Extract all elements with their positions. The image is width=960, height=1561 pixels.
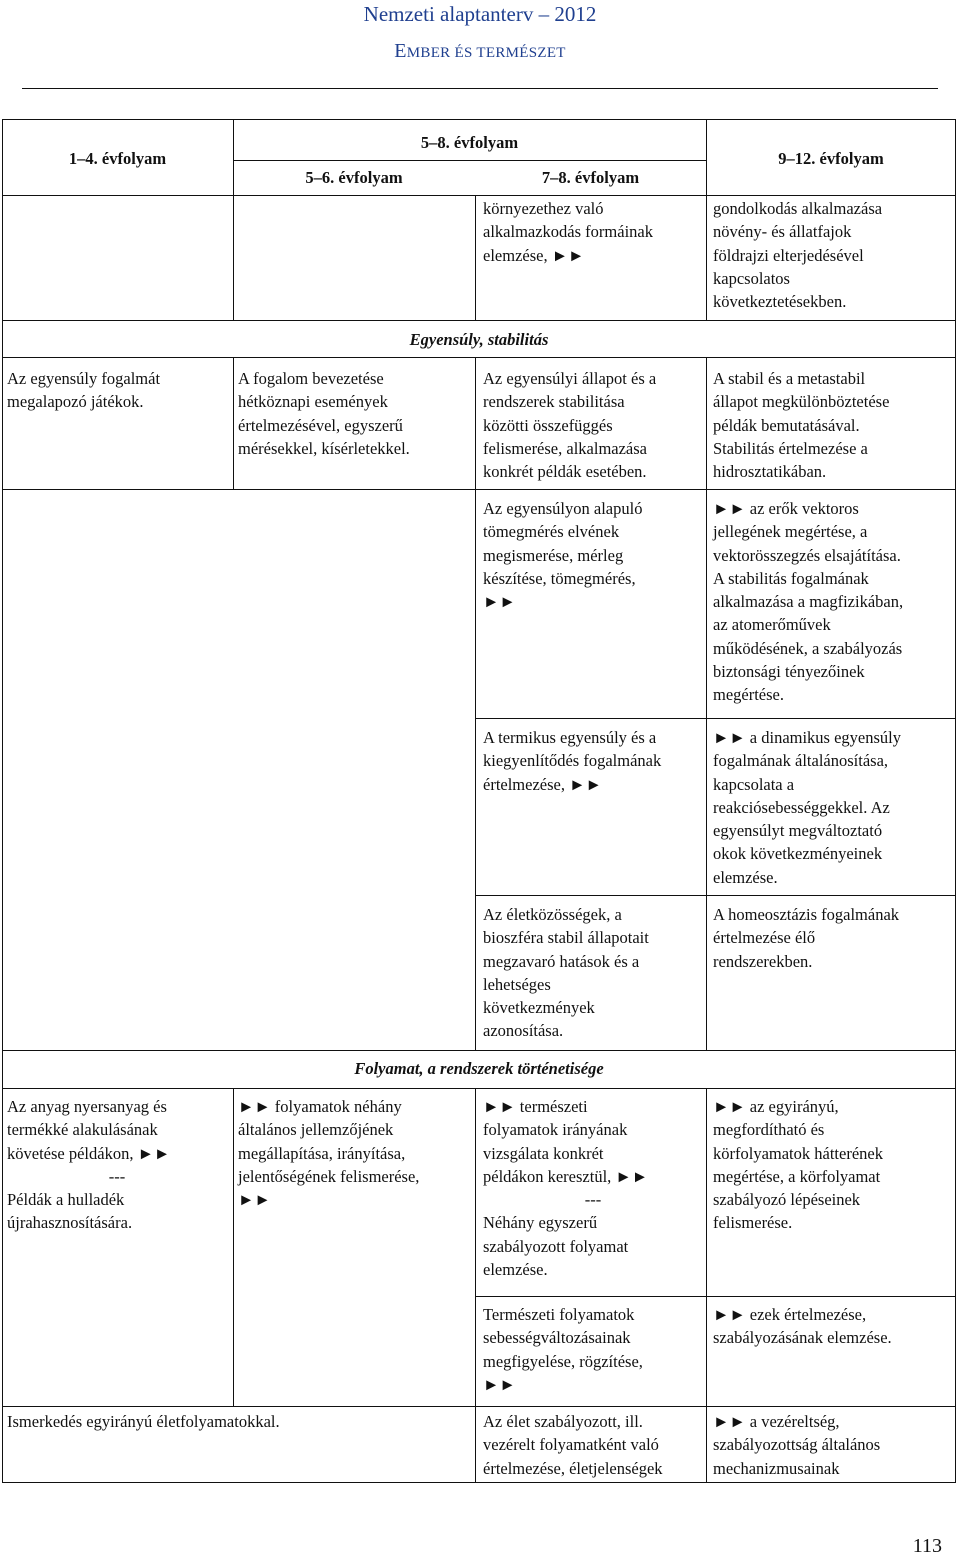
document-subtitle: [0, 40, 960, 63]
cell-line: kapcsolata a: [713, 774, 795, 794]
cell-s2r2-grade-9-12: [713, 1303, 892, 1350]
cell-line: Az élet szabályozott, ill.: [483, 1412, 643, 1431]
grid-line: [2, 320, 956, 321]
cell-line: rendszerek stabilitása: [483, 392, 625, 412]
cell-s2r1-grade-1-4: [7, 1095, 227, 1235]
grid-line: [706, 1088, 707, 1483]
cell-line: megfordítható és: [713, 1120, 825, 1140]
cell-line: megértése.: [713, 685, 785, 705]
cell-s1r1-grade-5-6: [238, 367, 410, 460]
cell-line: Néhány egyszerű: [483, 1213, 598, 1233]
grid-line: [233, 195, 706, 196]
grid-line: [475, 718, 956, 719]
cell-line: szabályozottság általános: [713, 1435, 881, 1455]
cell-line: értelmezése, ►►: [483, 774, 602, 794]
cell-line: konkrét példák esetében.: [483, 462, 647, 482]
cell-line: Az életközösségek, a: [483, 905, 622, 924]
cell-line: vizsgálata konkrét: [483, 1143, 604, 1163]
cell-line: körfolyamatok hátterének: [713, 1143, 883, 1163]
cell-line: A termikus egyensúly és a: [483, 728, 657, 747]
cell-line: példákon keresztül, ►►: [483, 1166, 649, 1186]
cell-line: A stabilitás fogalmának: [713, 568, 869, 588]
cell-line: okok következményeinek: [713, 844, 883, 864]
cell-line: vektorösszegzés elsajátítása.: [713, 545, 901, 565]
cell-line: Stabilitás értelmezése a: [713, 438, 868, 458]
cell-line: ►► ezek értelmezése,: [713, 1305, 867, 1324]
cell-s1r1-grade-9-12: [713, 367, 889, 483]
grid-line: [2, 195, 233, 196]
cell-line: követése példákon, ►►: [7, 1143, 171, 1163]
cell-line: közötti összefüggés: [483, 415, 613, 435]
grid-line: [706, 195, 956, 196]
header-rule: [22, 88, 938, 89]
cell-s1r1-grade-1-4: [7, 367, 160, 414]
cell-line: termékké alakulásának: [7, 1120, 158, 1140]
cell-line: értelmezése élő: [713, 928, 816, 948]
cell-line: értelmezése, életjelenségek: [483, 1458, 663, 1478]
cell-line: megfigyelése, rögzítése,: [483, 1351, 643, 1371]
cell-line: megzavaró hatások és a: [483, 951, 640, 971]
cell-line: alkalmazása a magfizikában,: [713, 592, 904, 612]
cell-line: felismerése, alkalmazása: [483, 438, 647, 458]
cell-line: Az egyensúly fogalmát: [7, 369, 161, 388]
cell-line: ►► folyamatok néhány: [238, 1097, 402, 1116]
cell-line: Az anyag nyersanyag és: [7, 1097, 167, 1116]
page-number: 113: [912, 1535, 942, 1557]
grid-line: [475, 195, 476, 320]
cell-line: A fogalom bevezetése: [238, 369, 384, 388]
cell-s1r2-grade-9-12: [713, 497, 903, 707]
cell-line: következmények: [483, 998, 595, 1018]
cell-line: ►► a vezéreltség,: [713, 1412, 840, 1431]
cell-separator: ---: [584, 1190, 602, 1210]
cell-line: Az egyensúlyon alapuló: [483, 499, 643, 518]
subtitle-rest: MBER ÉS TERMÉSZET: [406, 45, 566, 61]
cell-line: egyensúlyt megváltoztató: [713, 821, 883, 841]
section-title-processes: Folyamat, a rendszerek történetisége: [354, 1059, 604, 1078]
cell-line: alkalmazkodás formáinak: [483, 222, 653, 242]
cell-line: A homeosztázis fogalmának: [713, 905, 900, 924]
cell-line: lehetséges: [483, 974, 551, 994]
cell-line: mechanizmusainak: [713, 1458, 840, 1478]
subtitle-initial: E: [394, 40, 407, 62]
cell-line: ►► a dinamikus egyensúly: [713, 728, 902, 747]
cell-line: kapcsolatos: [713, 268, 790, 288]
cell-s2r2-grade-7-8: [483, 1303, 643, 1396]
grid-line: [233, 160, 706, 161]
cell-line: elemzése, ►►: [483, 245, 585, 265]
cell-top-grade-9-12: [713, 197, 882, 313]
cell-s2r1-grade-5-6: [238, 1095, 419, 1211]
cell-line: ►► természeti: [483, 1097, 588, 1116]
cell-line: Az egyensúlyi állapot és a: [483, 369, 657, 388]
cell-line: példák bemutatásával.: [713, 415, 860, 435]
header-grade-1-4: 1–4. évfolyam: [68, 149, 167, 168]
cell-line: ►►: [483, 1374, 516, 1394]
cell-s2r3-grade-9-12: [713, 1410, 880, 1480]
cell-line: mérésekkel, kísérletekkel.: [238, 438, 410, 458]
cell-line: szabályozott folyamat: [483, 1236, 629, 1256]
cell-line: ►► az egyirányú,: [713, 1097, 839, 1116]
grid-line: [2, 357, 956, 358]
cell-line: Példák a hulladék: [7, 1190, 125, 1210]
cell-line: elemzése.: [713, 867, 778, 887]
cell-s1r3-grade-7-8: [483, 726, 661, 796]
cell-line: megértése, a körfolyamat: [713, 1166, 881, 1186]
cell-line: működésének, a szabályozás: [713, 638, 903, 658]
cell-line: gondolkodás alkalmazása: [713, 199, 883, 218]
cell-line: biztonsági tényezőinek: [713, 662, 865, 682]
grid-line: [233, 357, 234, 489]
cell-line: azonosítása.: [483, 1021, 564, 1041]
cell-line: hidrosztatikában.: [713, 462, 827, 482]
cell-line: értelmezésével, egyszerű: [238, 415, 403, 435]
cell-line: felismerése.: [713, 1213, 793, 1233]
cell-line: Természeti folyamatok: [483, 1305, 635, 1324]
cell-line: az atomerőművek: [713, 615, 831, 635]
header-grade-5-8: 5–8. évfolyam: [420, 133, 519, 152]
cell-line: hétköznapi események: [238, 392, 388, 412]
cell-line: következtetésekben.: [713, 292, 847, 312]
cell-line: fogalmának általánosítása,: [713, 751, 889, 771]
header-grade-5-6: 5–6. évfolyam: [305, 168, 403, 187]
cell-line: rendszerekben.: [713, 951, 813, 971]
cell-line: szabályozó lépéseinek: [713, 1190, 861, 1210]
cell-s2r3-grade-7-8: [483, 1410, 663, 1480]
cell-line: környezethez való: [483, 199, 604, 218]
cell-s1r4-grade-9-12: [713, 903, 899, 973]
cell-s2r1-grade-7-8: [483, 1095, 703, 1281]
cell-line: sebességváltozásainak: [483, 1328, 631, 1348]
cell-line: elemzése.: [483, 1260, 548, 1280]
cell-s1r3-grade-9-12: [713, 726, 901, 889]
cell-line: újrahasznosítására.: [7, 1213, 133, 1233]
cell-s1r2-grade-7-8: [483, 497, 642, 613]
grid-line: [475, 357, 476, 1050]
cell-line: készítése, tömegmérés,: [483, 568, 636, 588]
cell-line: földrajzi elterjedésével: [713, 245, 864, 265]
cell-line: ►► az erők vektoros: [713, 499, 859, 518]
cell-line: ►►: [483, 592, 516, 612]
cell-line: vezérelt folyamatként való: [483, 1435, 659, 1455]
grid-line: [233, 1088, 234, 1406]
grid-line: [2, 1050, 956, 1051]
cell-line: megállapítása, irányítása,: [238, 1143, 406, 1163]
grid-line: [475, 895, 956, 896]
cell-line: állapot megkülönböztetése: [713, 392, 890, 412]
cell-line: jellegének megértése, a: [713, 522, 868, 542]
grid-line: [2, 1406, 956, 1407]
cell-top-grade-7-8: [483, 197, 653, 267]
cell-line: A stabil és a metastabil: [713, 369, 866, 388]
cell-line: általános jellemzőjének: [238, 1120, 394, 1140]
cell-line: ►►: [238, 1190, 271, 1210]
grid-line: [706, 357, 707, 1050]
cell-line: kiegyenlítődés fogalmának: [483, 751, 662, 771]
cell-line: szabályozásának elemzése.: [713, 1328, 892, 1348]
cell-line: folyamatok irányának: [483, 1120, 628, 1140]
header-grade-9-12: 9–12. évfolyam: [778, 149, 884, 168]
grid-line: [475, 1296, 956, 1297]
grid-line: [2, 1088, 956, 1089]
cell-line: megalapozó játékok.: [7, 392, 144, 412]
grid-line: [475, 1088, 476, 1483]
cell-line: jelentőségének felismerése,: [238, 1166, 420, 1186]
cell-line: tömegmérés elvének: [483, 522, 620, 542]
document-title: Nemzeti alaptanterv – 2012: [363, 2, 597, 26]
cell-line: növény- és állatfajok: [713, 222, 852, 242]
cell-s2r3-grade-1-6: Ismerkedés egyirányú életfolyamatokkal.: [7, 1412, 280, 1431]
grid-line: [2, 489, 956, 490]
cell-line: reakciósebességgekkel. Az: [713, 797, 890, 817]
cell-line: megismerése, mérleg: [483, 545, 624, 565]
section-title-equilibrium: Egyensúly, stabilitás: [409, 330, 549, 349]
cell-s2r1-grade-9-12: [713, 1095, 883, 1235]
cell-s1r4-grade-7-8: [483, 903, 649, 1043]
cell-separator: ---: [108, 1166, 126, 1186]
cell-line: bioszféra stabil állapotait: [483, 928, 649, 948]
cell-s1r1-grade-7-8: [483, 367, 656, 483]
header-grade-7-8: 7–8. évfolyam: [541, 168, 640, 187]
